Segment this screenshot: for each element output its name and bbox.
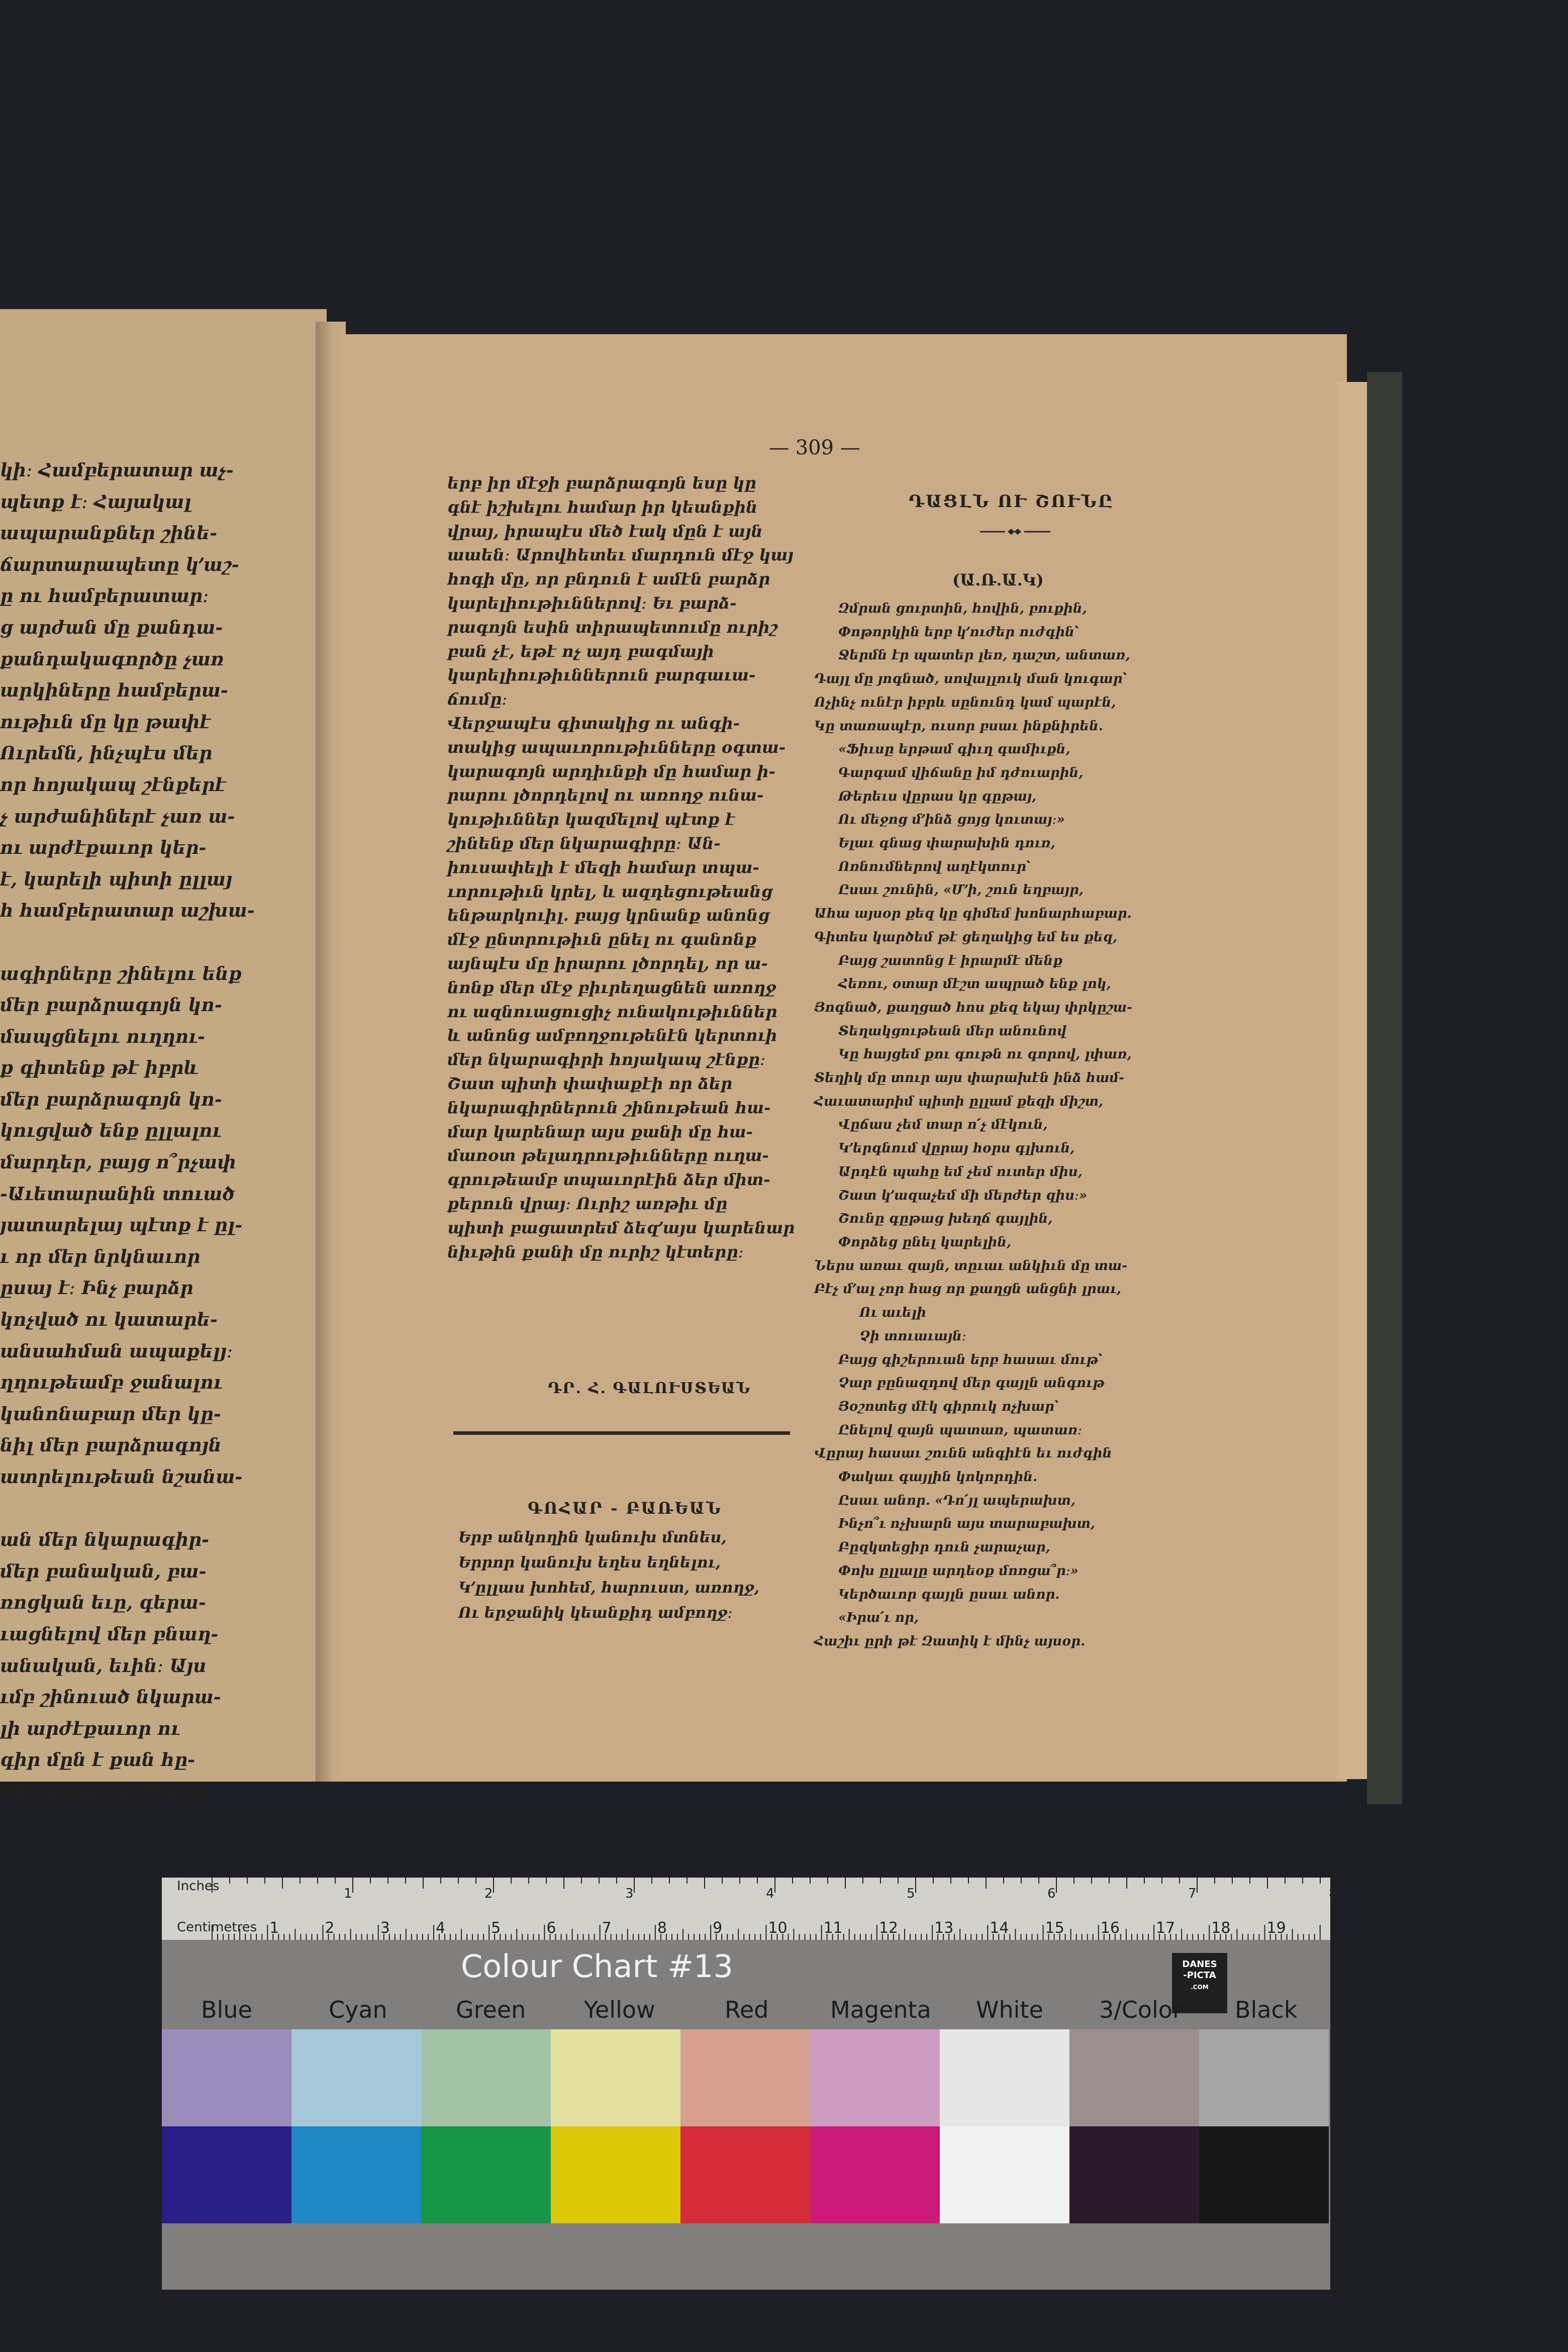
colour-swatch bbox=[1069, 2029, 1199, 2126]
article-text-line: րարու լծորդելով ու առողջ ունա- bbox=[447, 786, 764, 805]
fable-line: Գարգամ վիճանը իմ դժուարին, bbox=[838, 765, 1084, 780]
left-page-text-line: արկիները համբերա- bbox=[0, 680, 228, 702]
article-text-column bbox=[447, 471, 819, 1264]
inch-tick-label: 8 bbox=[1329, 1886, 1337, 1901]
fable-line: Բըզկտեցիր դուն չարաչար, bbox=[838, 1540, 1050, 1555]
cm-tick-label: 19 bbox=[1266, 1919, 1286, 1937]
swatch-label: Green bbox=[456, 1996, 526, 2023]
inches-label: Inches bbox=[177, 1879, 220, 1894]
section-divider bbox=[453, 1431, 790, 1435]
left-page-text-line: մեր բարձրագոյն կո- bbox=[0, 995, 222, 1016]
left-page-text-line: ատրելութեան նշանա- bbox=[0, 1466, 243, 1488]
article-text-line: տակից ապաւորութիւնները օգտա- bbox=[447, 737, 786, 757]
swatch-label: Blue bbox=[201, 1996, 252, 2023]
left-page-text-line: անսահման ապաքելյ։ bbox=[0, 1340, 233, 1362]
colour-chart-title: Colour Chart #13 bbox=[461, 1948, 733, 1985]
cm-tick-label: 12 bbox=[878, 1919, 899, 1937]
colour-swatch bbox=[810, 2126, 940, 2223]
fable-line: Ոռնումներով աղէկտուր՝ bbox=[838, 859, 1031, 874]
article-text-line: իուսափելի է մեզի համար տպա- bbox=[447, 857, 759, 877]
cm-tick-label: 15 bbox=[1045, 1919, 1064, 1937]
fable-line: Փոթորկին երբ կ՚ուժեր ուժգին՝ bbox=[838, 624, 1079, 640]
article-text-line: մար կարենար այս քանի մը հա- bbox=[447, 1122, 753, 1141]
fable-line: Բայց գիշերուան երբ հասաւ մութ՝ bbox=[838, 1352, 1103, 1367]
ruler-ticks bbox=[162, 1878, 1337, 1940]
left-page-text-line: Ուրեմն, ինչպէս մեր bbox=[0, 743, 213, 764]
left-page-text bbox=[0, 455, 255, 1808]
left-page-text-line: որ հոյակապ շէնքերէ bbox=[0, 774, 226, 796]
fable-line: Հաշիւ ըրի թէ Զատիկ է մինչ այսօր. bbox=[814, 1633, 1086, 1649]
fable-line: Ըսաւ անոր. «Դո՛յլ ապերախտ, bbox=[838, 1493, 1075, 1508]
article-text-line: աաեն։ Արովհետեւ մարդուն մէջ կայ bbox=[447, 545, 794, 565]
page-edges bbox=[1337, 382, 1367, 1779]
cm-tick-label: 14 bbox=[990, 1919, 1009, 1937]
fable-line: Կը տառապէր, ուսոր բսաւ ինքնիրեն. bbox=[814, 718, 1103, 734]
article-text-line: վրայ, իրապէս մեծ էակ մըն է այն bbox=[447, 521, 763, 541]
article-text-line: այնպէս մը իրարու լծորդել, որ ա- bbox=[447, 953, 768, 973]
cm-tick-label: 11 bbox=[823, 1919, 843, 1937]
fable-line: Փորձեց ընել կարելին, bbox=[838, 1234, 1012, 1250]
left-page-text-line: ճարտարապետը կ՚աշ- bbox=[0, 554, 239, 575]
cm-tick-label: 2 bbox=[325, 1919, 335, 1937]
left-page-text-line: մարդեր, բայց ո՞րչափ bbox=[0, 1152, 236, 1173]
article-text-line: քերուն վրայ։ Ուրիշ առթիւ մը bbox=[447, 1194, 728, 1213]
left-page-text-line: ը ու համբերատար։ bbox=[0, 585, 209, 607]
fable-line: Դայլ մը յոգնած, սովալլուկ ման կուգար՝ bbox=[814, 671, 1127, 687]
fable-line: Ու աւելի bbox=[859, 1305, 926, 1321]
ornament-divider bbox=[980, 527, 1050, 537]
danes-picta-logo: DANES -PICTA .COM bbox=[1172, 1953, 1227, 2013]
left-page-text-line: նկարագիրը։ Մարդ bbox=[0, 1781, 208, 1802]
fable-line: Թերեւս վըրաս կը գըթայ, bbox=[838, 789, 1037, 804]
article-text-line: կարելիութիւններուն բարգաւա- bbox=[447, 665, 756, 685]
fable-line: Հեռու, օտար մէշտ ապրած ենք լոկ, bbox=[838, 976, 1111, 992]
article-text-line: գնէ իշխելու համար իր կեանքին bbox=[447, 497, 758, 517]
book-gutter bbox=[316, 322, 346, 1782]
left-page-text-line: մեր բարձրագոյն կո- bbox=[0, 1089, 222, 1110]
inch-tick-label: 2 bbox=[484, 1886, 493, 1901]
fable-title: ԴԱՑԼՆ ՈՒ ՇՈՒՆԸ bbox=[909, 492, 1114, 512]
fable-line: Հաւատարիմ պիտի ըլլամ քեզի միշտ, bbox=[814, 1094, 1103, 1109]
article-text-line: նկարագիրներուն շինութեան հա- bbox=[447, 1098, 771, 1117]
article-text-line: ու ազնուացուցիչ ունակութիւններ bbox=[447, 1002, 777, 1021]
cm-tick-label: 6 bbox=[546, 1919, 556, 1937]
colour-swatch bbox=[291, 2029, 421, 2126]
cm-tick-label: 9 bbox=[713, 1919, 723, 1937]
cm-tick-label: 17 bbox=[1156, 1919, 1175, 1937]
fable-subtitle: (Ա.Ռ.Ա.Կ) bbox=[952, 570, 1044, 590]
fable-line: Բայց շատոնց է իրարմէ մենք bbox=[838, 953, 1063, 968]
left-page-text-line: լի արժէքաւոր ու bbox=[0, 1718, 180, 1739]
fable-line: Ներս առաւ զայն, տըւաւ անկիւն մը տա- bbox=[814, 1258, 1127, 1273]
article-text-line: ճումը։ bbox=[447, 690, 508, 709]
article-text-line: երբ իր մէջի բարձրագոյն եսը կը bbox=[447, 473, 756, 493]
inch-tick-label: 1 bbox=[344, 1886, 352, 1901]
fable-line: Ինչո՞ւ ոչխարն այս տարաբախտ, bbox=[838, 1516, 1095, 1532]
left-page-text-line: ւ որ մեր նրկնաւոր bbox=[0, 1246, 201, 1267]
centimetres-label: Centimetres bbox=[177, 1920, 257, 1935]
left-page-text-line: ագիրները շինելու ենք bbox=[0, 963, 242, 985]
colour-swatch bbox=[162, 2126, 291, 2223]
fable-line: Ընելով զայն պատառ, պատառ։ bbox=[838, 1422, 1082, 1438]
left-page-text-line: ու արժէքաւոր կեր- bbox=[0, 837, 207, 859]
colour-swatch bbox=[421, 2029, 551, 2126]
left-page-text-line: ղղութեամբ ջանալու bbox=[0, 1372, 223, 1394]
left-page-text-line: հ համբերատար աշխա- bbox=[0, 900, 255, 922]
fable-line: Ըսաւ շունին, «Մ՚ի, շուն եղբայր, bbox=[838, 883, 1084, 898]
left-page-text-line: քանդակագործը չառ bbox=[0, 648, 224, 670]
cm-tick-label: 10 bbox=[768, 1919, 788, 1937]
article-text-line: նիւթին քանի մը ուրիշ կէտերը։ bbox=[447, 1242, 744, 1261]
fable-line: Կերծաւոր գայլն ըսաւ անոր. bbox=[838, 1587, 1060, 1602]
fable-line: Ջերմն էր պատեր լեռ, դաշտ, անտառ, bbox=[838, 648, 1130, 663]
fable-line: Գիտես կարծեմ թէ ցեղակից եմ ես քեզ, bbox=[814, 929, 1118, 945]
left-page-text-line: կի։ Համբերատար աչ- bbox=[0, 460, 234, 481]
article-text-line: րագոյն եսին տիրապետումը ուրիշ bbox=[447, 617, 778, 637]
left-page-text-line: անական, եւին։ Այս bbox=[0, 1655, 207, 1677]
left-page-text-line: ռոցկան եւը, գերա- bbox=[0, 1592, 206, 1614]
article-text-line: շինենք մեր նկարագիրը։ Ան- bbox=[447, 833, 721, 853]
article-text-line: Շատ պիտի փափաքէի որ ձեր bbox=[447, 1073, 733, 1093]
colour-swatch bbox=[551, 2029, 680, 2126]
article-text-line: կութիւններ կազմելով պէտք է bbox=[447, 810, 735, 829]
colour-swatch bbox=[680, 2029, 810, 2126]
fable-line: Չար բընազդով մեր գայլն անգութ bbox=[838, 1376, 1105, 1391]
cm-tick-label: 5 bbox=[491, 1919, 501, 1937]
article-text-line: ենթարկուիլ. բայց կրնանք անոնց bbox=[447, 906, 770, 925]
cm-tick-label: 7 bbox=[602, 1919, 612, 1937]
fable-line: Տեղակցութեան մեր անունով bbox=[838, 1023, 1067, 1039]
left-page-text-line: է, կարելի պիտի ըլլայ bbox=[0, 868, 232, 890]
left-page-text-line: ք գիտենք թէ իբրև bbox=[0, 1057, 199, 1079]
fable-line: Փակաւ գայլին կոկորդին. bbox=[838, 1469, 1038, 1485]
inch-tick-label: 5 bbox=[907, 1886, 915, 1901]
left-page-text-line: ան մեր նկարագիր- bbox=[0, 1529, 210, 1551]
article-text-line: բան չէ, եթէ ոչ այդ բագմայի bbox=[447, 641, 714, 661]
left-page-text-line: կոչված ու կատարե- bbox=[0, 1309, 218, 1331]
colour-swatch bbox=[940, 2029, 1069, 2126]
article-text-line: ւորութիւն կրել, և ազդեցութեանց bbox=[447, 881, 773, 901]
left-page-text-line bbox=[0, 927, 231, 958]
article-text-line: հոգի մը, որ բնդուն է ամէն բարձր bbox=[447, 569, 770, 589]
fable-text-column bbox=[814, 597, 1196, 1653]
poem-verse bbox=[458, 1525, 759, 1626]
fable-line: «Իրա՛ւ որ, bbox=[838, 1610, 919, 1626]
left-page-text-line: ապարանքներ շինե- bbox=[0, 523, 218, 544]
left-page-text-line: ըսայ է։ Ինչ բարձր bbox=[0, 1278, 193, 1299]
cm-tick-label: 3 bbox=[380, 1919, 390, 1937]
colour-swatch bbox=[551, 2126, 680, 2223]
swatch-label: 3/Color bbox=[1099, 1996, 1182, 2023]
fable-line: Վըճաս չեմ տար ո՛չ մէկուն, bbox=[838, 1117, 1048, 1133]
left-page-text-line: գիր մըն է քան հը- bbox=[0, 1749, 195, 1771]
article-text-line: և անոնց ամբողջութենէն կերտուի bbox=[447, 1026, 777, 1045]
left-page-text-line bbox=[0, 1493, 231, 1525]
inch-tick-label: 4 bbox=[766, 1886, 774, 1901]
cm-tick-label: 16 bbox=[1100, 1919, 1120, 1937]
swatch-label: White bbox=[976, 1996, 1043, 2023]
inch-tick-label: 6 bbox=[1047, 1886, 1056, 1901]
swatch-label: Black bbox=[1235, 1996, 1298, 2023]
book-cover-edge bbox=[1367, 372, 1402, 1804]
fable-line: «Ֆիւսը երթամ գիւղ գամիւքն, bbox=[838, 742, 1070, 757]
left-page-text-line: ւացնելով մեր բնաղ- bbox=[0, 1623, 219, 1645]
colour-swatch bbox=[291, 2126, 421, 2223]
article-text-line: նոնք մեր մէջ բիւրեղացնեն առողջ bbox=[447, 977, 776, 997]
fable-line: Արդէն պահը եմ չեմ ուտեր միս, bbox=[838, 1164, 1083, 1180]
cm-tick-label: 13 bbox=[934, 1919, 954, 1937]
article-text-line: Վերջապէս գիտակից ու անգի- bbox=[447, 713, 740, 733]
left-page-text-line: չ արժանիներէ չառ ա- bbox=[0, 806, 235, 827]
fable-line: Ելաւ գնաց փարախին դուռ, bbox=[838, 836, 1055, 851]
fable-line: Յոգնած, քաղցած հոս քեզ եկայ փրկըշա- bbox=[814, 1000, 1132, 1015]
fable-line: Բէչ մ՚ալ չոր հաց որ քաղցն անցնի լրաւ, bbox=[814, 1282, 1121, 1297]
poem-title: ԳՈՀԱՐ - ԲԱՌԵԱՆ bbox=[528, 1499, 722, 1518]
fable-line: Շունը գըթաց խեղճ գայլին, bbox=[838, 1211, 1053, 1227]
fable-line: Յօշոտեց մէկ գիրուկ ոչխար՝ bbox=[838, 1399, 1059, 1414]
cm-tick-label: 1 bbox=[269, 1919, 279, 1937]
swatch-label: Magenta bbox=[830, 1996, 931, 2023]
colour-swatch bbox=[421, 2126, 551, 2223]
poem-line: Կ՚ըլլաս խոհեմ, հարուստ, առողջ, bbox=[458, 1579, 760, 1597]
left-page-text-line: յատարելայ պէտք է ըլ- bbox=[0, 1215, 243, 1236]
article-signature: ԴՐ. Հ. ԳԱԼՈՒՍՏԵԱՆ bbox=[548, 1380, 751, 1397]
article-text-line: պիտի բացատրեմ ձեզ՚այս կարենար bbox=[447, 1218, 795, 1237]
cm-tick-label: 8 bbox=[657, 1919, 667, 1937]
left-page-text-line: կանոնաբար մեր կը- bbox=[0, 1403, 221, 1425]
article-text-line: կարագոյն արդիւնքի մը համար ի- bbox=[447, 761, 775, 781]
colour-swatch bbox=[162, 2029, 291, 2126]
swatch-label: Red bbox=[725, 1996, 769, 2023]
left-page-text-line: ց արժան մը քանդա- bbox=[0, 617, 223, 638]
poem-line: Երբ անկողին կանուխ մտնես, bbox=[458, 1529, 727, 1546]
left-page-text-line: պետք է։ Հայակալ bbox=[0, 491, 191, 513]
left-page-text-line: մապցնելու ուղղու- bbox=[0, 1026, 205, 1047]
colour-swatch bbox=[810, 2029, 940, 2126]
fable-line: Վըրայ հասաւ շունն անգիէն եւ ուժգին bbox=[814, 1446, 1112, 1461]
cm-tick-label: 4 bbox=[435, 1919, 446, 1937]
colour-swatch bbox=[1199, 2126, 1329, 2223]
poem-line: Ու երջանիկ կեանքիդ ամբողջ։ bbox=[458, 1604, 733, 1622]
fable-line: Ոչինչ ունէր իբրև սընունդ կամ պարէն, bbox=[814, 695, 1116, 710]
fable-line: Ահա այսօր քեզ կը գիմեմ խոնարհաբար. bbox=[814, 906, 1132, 922]
left-page-text-line: ւմբ շինուած նկարա- bbox=[0, 1687, 221, 1708]
left-page-text-line: կուցված ենք ըլլալու bbox=[0, 1120, 222, 1142]
measurement-ruler bbox=[162, 1878, 1337, 1940]
inch-tick-label: 7 bbox=[1188, 1886, 1197, 1901]
article-text-line: կարելիութիւններով։ Եւ բարձ- bbox=[447, 593, 737, 613]
article-text-line: մեր նկարագիրի հոյակապ շէնքը։ bbox=[447, 1050, 766, 1069]
inch-tick-label: 3 bbox=[625, 1886, 634, 1901]
swatch-label: Yellow bbox=[584, 1996, 655, 2023]
colour-chart-card bbox=[162, 1878, 1337, 2290]
colour-swatch bbox=[1069, 2126, 1199, 2223]
left-page-text-line: մեր բանական, բա- bbox=[0, 1560, 207, 1582]
fable-line: Չի տուաւայն։ bbox=[859, 1328, 966, 1344]
poem-line: Երրոր կանուխ եղես եղնելու, bbox=[458, 1554, 721, 1572]
left-page-text-line: նիլ մեր բարձրագոյն bbox=[0, 1435, 222, 1456]
left-page-text-line: ութիւն մը կը թափէ bbox=[0, 711, 211, 733]
left-page-text-line: -Աւետարանին տուած bbox=[0, 1183, 235, 1205]
fable-line: Կը հայցեմ քու գութն ու գորով, լփառ, bbox=[838, 1047, 1132, 1062]
swatch-label: Cyan bbox=[329, 1996, 387, 2023]
article-text-line: գրութեամբ տպաւորէին ձեր միտ- bbox=[447, 1170, 770, 1190]
article-text-line: մէջ ընտրութիւն ընել ու գանոնք bbox=[447, 930, 757, 949]
page-number: — 309 — bbox=[769, 436, 860, 459]
fable-line: Տեղիկ մը տուր այս փարախէն ինձ համ- bbox=[814, 1070, 1124, 1086]
colour-swatch bbox=[1199, 2029, 1329, 2126]
article-text-line: մառօտ թելադրութիւնները ուղա- bbox=[447, 1146, 769, 1165]
colour-swatch bbox=[680, 2126, 810, 2223]
fable-line: Զմրան ցուրտին, հովին, բուքին, bbox=[838, 601, 1087, 616]
fable-line: Ու մեջոց մ՚ինձ ցոյց կուտայ։» bbox=[838, 812, 1065, 828]
colour-swatch bbox=[940, 2126, 1069, 2223]
fable-line: Շատ կ՚ազաչեմ մի մերժեր զիս։» bbox=[838, 1188, 1088, 1203]
fable-line: Կ՚երգնում վըրայ հօրս գլխուն, bbox=[838, 1141, 1075, 1156]
cm-tick-label: 18 bbox=[1211, 1919, 1231, 1937]
fable-line: Փոխ ըլլալը արդեօք մոռցա՞ր։» bbox=[838, 1563, 1079, 1579]
